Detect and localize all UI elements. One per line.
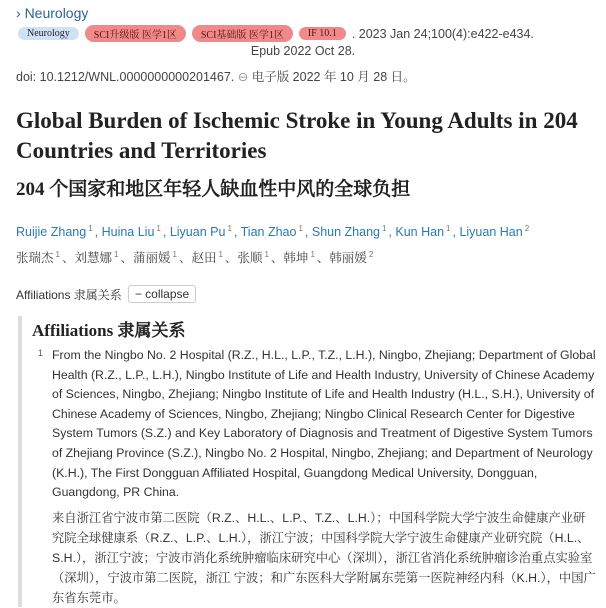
affiliation-number: 1: [38, 348, 44, 358]
author-list-cn: 张瑞杰 $^1$ 、刘慧娜 $^1$ 、蒲丽媛 $^1$ 、赵田 $^1$ 、张顺 $^1$ 、韩坤 $^1$ 、韩丽媛 $^2$: [16, 249, 374, 265]
author: 韩丽媛: [329, 251, 367, 265]
affiliation-text: From the Ningbo No. 2 Hospital (R.Z., H.L., L.P., T.Z., L.H.), Ningbo, Zhejiang; Department of Global Health (R.Z., L.P., L.H.), Ningbo Institute of Life and Health Industry, University of Chinese Academy of Sciences, Ningbo, Zhejiang; Ningbo Institute of Life and Health Industry (H.L., S.H.), University of Chinese Academy of Sciences, Ningbo, Zhejiang; Ningbo Clinical Research Center for Digestive System Tumors (S.Z.) and Key Laboratory of Diagnosis and Treatment of Digestive System Tumors of Zhejiang Province (S.Z.), Ningbo No. 2 Hospital, Ningbo, Zhejiang; and Department of Neurology (K.H.), The First Dongguan Affiliated Hospital, Guangdong Medical University, Dongguan, Guangdong, PR China.: [52, 348, 596, 500]
citation: . 2023 Jan 24;100(4):e422-e434.: [351, 26, 534, 41]
author-affiliation-ref[interactable]: 1: [264, 249, 269, 259]
author-affiliation-ref[interactable]: 1: [172, 249, 177, 259]
journal-link[interactable]: › Neurology: [16, 5, 89, 21]
author-affiliation-ref[interactable]: 2: [524, 224, 530, 233]
author[interactable]: Shun Zhang: [311, 225, 380, 240]
affiliations-toggle-row: [16, 285, 196, 303]
affiliation-text-cn: 来自浙江省宁波市第二医院（R.Z.、H.L.、L.P.、T.Z.、L.H.）；中国科学院大学宁波生命健康产业研究院全球健康系（R.Z.、L.P.、L.H.），浙江宁波；中国科学院大学宁波生命健康产业研究院（H.L.、S.H.），浙江宁波；宁波市消化系统肿瘤临床研究中心（深圳），浙江省消化系统肿瘤诊治重点实验室（深圳），宁波市第二医院，浙江 宁波；和广东医科大学附属东莞第一医院神经内科（K.H.），中国广东省东莞市。: [52, 511, 596, 605]
author-affiliation-ref[interactable]: 2: [368, 249, 374, 259]
sci-basic-badge: SCI基础版 医学1区: [192, 25, 293, 42]
epub-date: Epub 2022 Oct 28.: [250, 44, 356, 58]
author-affiliation-ref[interactable]: 1: [298, 224, 303, 233]
journal-link-label[interactable]: Neurology: [24, 5, 89, 21]
doi[interactable]: doi: 10.1212/WNL.0000000000201467.: [16, 70, 235, 84]
author: 张顺: [237, 251, 263, 265]
author-affiliation-ref[interactable]: 1: [446, 224, 451, 233]
affiliations-label: Affiliations 隶属关系: [16, 287, 122, 302]
author-affiliation-ref[interactable]: 1: [88, 224, 93, 233]
sci-upgrade-badge: SCI升级版 医学1区: [85, 25, 186, 42]
author[interactable]: Ruijie Zhang: [16, 225, 87, 240]
author[interactable]: Huina Liu: [101, 225, 155, 240]
author-affiliation-ref[interactable]: 1: [227, 224, 232, 233]
author[interactable]: Tian Zhao: [240, 225, 297, 240]
impact-factor-badge: IF 10.1: [299, 27, 346, 40]
affiliations-border: [18, 316, 22, 607]
badge-row: [18, 25, 534, 42]
author-affiliation-ref[interactable]: 1: [156, 224, 161, 233]
author-affiliation-ref[interactable]: 1: [55, 249, 60, 259]
author: 蒲丽媛: [132, 251, 171, 265]
author-affiliation-ref[interactable]: 1: [310, 249, 315, 259]
author-affiliation-ref[interactable]: 1: [114, 249, 119, 259]
author[interactable]: Kun Han: [395, 225, 445, 240]
author: 刘慧娜: [74, 251, 112, 265]
author-list: Ruijie Zhang $^1$ , Huina Liu $^1$ , Liyuan Pu $^1$ , Tian Zhao $^1$ , Shun Zhang $^1$ , Kun Han $^1$ , Liyuan Han $^2$: [16, 224, 530, 240]
author: 赵田: [191, 251, 217, 265]
translate-icon: ⊖: [237, 70, 249, 84]
article-title-cn: 204 个国家和地区年轻人缺血性中风的全球负担: [16, 179, 411, 200]
author: 韩坤: [283, 251, 309, 265]
collapse-button[interactable]: − collapse: [128, 285, 196, 303]
author[interactable]: Liyuan Han: [459, 225, 523, 240]
author: 张瑞杰: [16, 251, 54, 265]
epub-cn: 电子版 2022 年 10 月 28 日。: [251, 70, 416, 84]
journal-badge[interactable]: Neurology: [18, 27, 79, 40]
doi-line: [16, 67, 416, 85]
article-title: Global Burden of Ischemic Stroke in Young Adults in 204 Countries and Territories: [16, 108, 578, 163]
author-affiliation-ref[interactable]: 1: [381, 224, 387, 233]
author-affiliation-ref[interactable]: 1: [218, 249, 223, 259]
affiliations-heading: Affiliations 隶属关系: [32, 321, 186, 340]
author[interactable]: Liyuan Pu: [169, 225, 226, 240]
